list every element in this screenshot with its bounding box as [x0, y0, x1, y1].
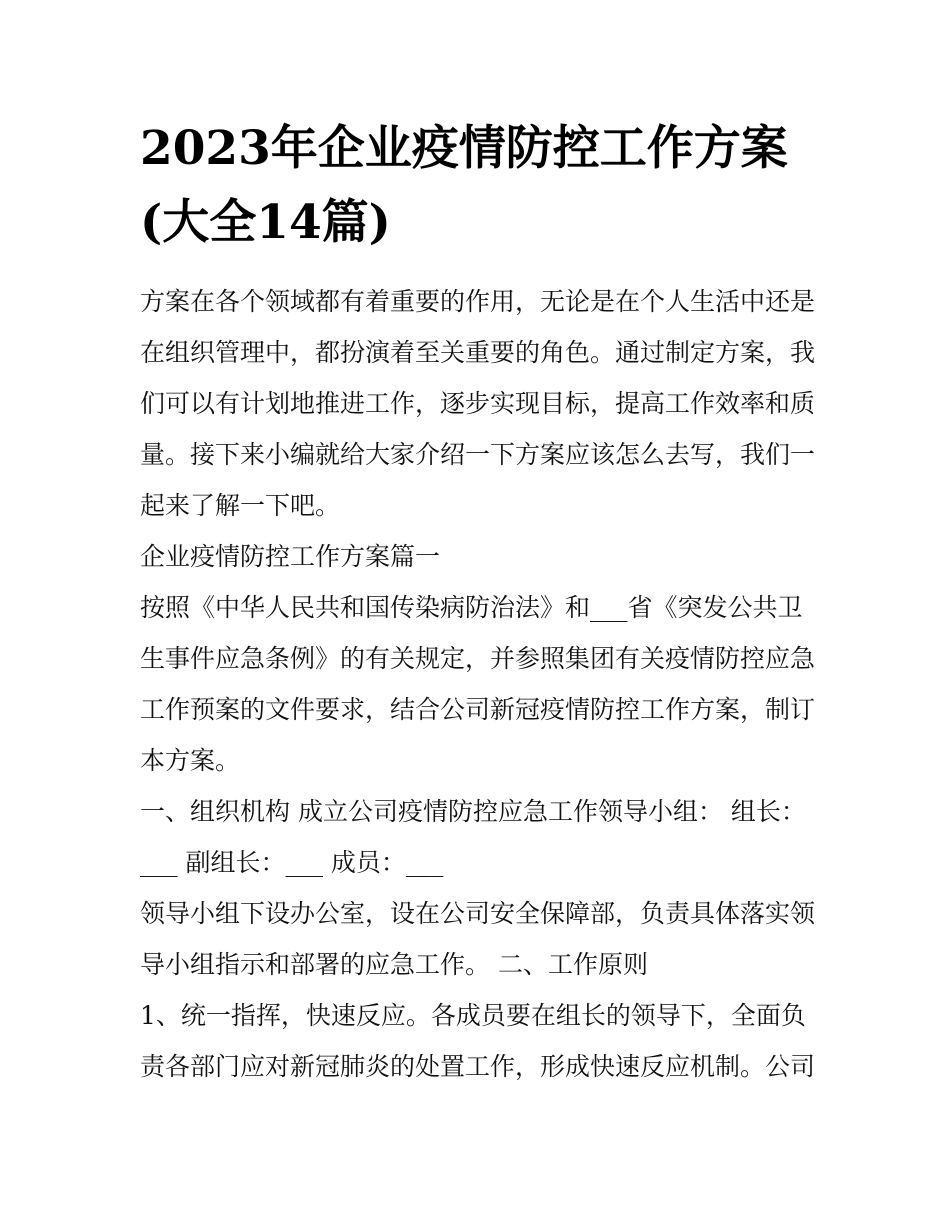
section-heading: 企业疫情防控工作方案篇一	[140, 542, 441, 571]
body-line: 起来了解一下吧。	[140, 491, 341, 520]
body-line: 一、组织机构 成立公司疫情防控应急工作领导小组： 组长：	[140, 797, 806, 826]
title-line: (大全14篇)	[140, 195, 391, 250]
body-line: 按照《中华人民共和国传染病防治法》和___省《突发公共卫	[140, 593, 803, 622]
body-line: 导小组指示和部署的应急工作。 二、工作原则	[140, 950, 648, 979]
document-body	[140, 276, 820, 1092]
body-line: 领导小组下设办公室，设在公司安全保障部，负责具体落实领	[140, 899, 816, 928]
body-line: 量。接下来小编就给大家介绍一下方案应该怎么去写，我们一	[140, 440, 816, 469]
body-line: ___ 副组长：___ 成员：___	[140, 848, 444, 877]
body-line: 在组织管理中，都扮演着至关重要的角色。通过制定方案，我	[140, 338, 816, 367]
title-line: 2023年企业疫情防控工作方案	[140, 121, 788, 176]
body-line: 1、统一指挥，快速反应。各成员要在组长的领导下，全面负	[140, 1001, 806, 1030]
body-line: 本方案。	[140, 746, 241, 775]
body-line: 们可以有计划地推进工作，逐步实现目标，提高工作效率和质	[140, 389, 816, 418]
document-title	[140, 112, 830, 260]
body-line: 工作预案的文件要求，结合公司新冠疫情防控工作方案，制订	[140, 695, 816, 724]
body-line: 责各部门应对新冠肺炎的处置工作，形成快速反应机制。公司	[140, 1052, 816, 1081]
body-line: 方案在各个领域都有着重要的作用，无论是在个人生活中还是	[140, 287, 816, 316]
body-line: 生事件应急条例》的有关规定，并参照集团有关疫情防控应急	[140, 644, 816, 673]
